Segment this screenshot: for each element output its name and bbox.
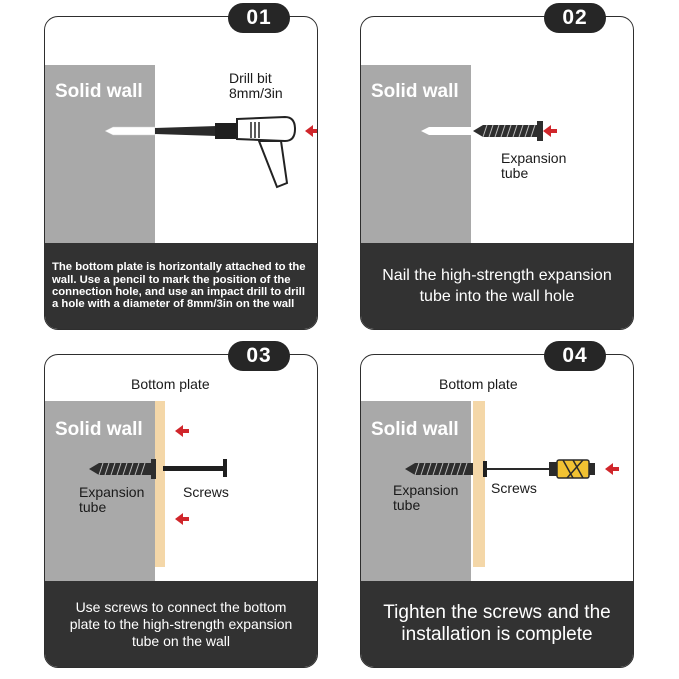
expansion-tube-label: Expansion tube (393, 482, 459, 513)
step-caption: The bottom plate is horizontally attached to the wall. Use a pencil to mark the position of the connection hole, and use an impact drill to drill a hole with a diameter of 8mm/3in on the wall (45, 243, 317, 329)
step-number-badge: 03 (228, 341, 290, 371)
step-number-badge: 01 (228, 3, 290, 33)
screwdriver-illustration (361, 355, 634, 585)
tube-head (537, 121, 543, 141)
bottom-plate (473, 401, 485, 567)
bottom-plate-label: Bottom plate (439, 376, 518, 392)
step-caption: Tighten the screws and the installation is complete (361, 581, 633, 667)
drill-icon (237, 117, 295, 141)
expansion-tube-label: Expansion tube (79, 484, 145, 515)
drill-handle (259, 141, 287, 187)
step-panel-1 (44, 16, 318, 330)
wall-label: Solid wall (371, 419, 459, 440)
bottom-plate-label: Bottom plate (131, 376, 210, 392)
wall-hole (421, 127, 471, 135)
drill-bit-label: Drill bit 8mm/3in (229, 70, 283, 101)
screw-icon (483, 461, 487, 477)
arrow-left-icon (305, 125, 318, 137)
expansion-tube-illustration (361, 17, 634, 247)
arrow-left-icon (175, 513, 189, 525)
step-number-badge: 04 (544, 341, 606, 371)
expansion-tube-label: Expansion tube (501, 150, 567, 181)
bottom-plate (155, 401, 165, 567)
step-number-badge: 02 (544, 3, 606, 33)
drill-illustration (45, 17, 318, 247)
step-panel-4 (360, 354, 634, 668)
drill-bit-icon (105, 127, 155, 135)
step-caption: Use screws to connect the bottom plate to the high-strength expansion tube on the wall (45, 581, 317, 667)
wall-label: Solid wall (55, 419, 143, 440)
drill-chuck (215, 123, 237, 139)
step-panel-3 (44, 354, 318, 668)
wall-label: Solid wall (371, 81, 459, 102)
arrow-left-icon (605, 463, 619, 475)
screw-illustration (45, 355, 318, 585)
wall-label: Solid wall (55, 81, 143, 102)
screws-label: Screws (491, 480, 537, 496)
drill-shaft (155, 126, 217, 136)
screws-label: Screws (183, 484, 229, 500)
screwdriver-icon (557, 460, 589, 478)
arrow-left-icon (543, 125, 557, 137)
step-panel-2 (360, 16, 634, 330)
screw-head (223, 459, 227, 477)
step-caption: Nail the high-strength expansion tube into the wall hole (361, 243, 633, 329)
screw-icon (163, 466, 223, 471)
arrow-left-icon (175, 425, 189, 437)
